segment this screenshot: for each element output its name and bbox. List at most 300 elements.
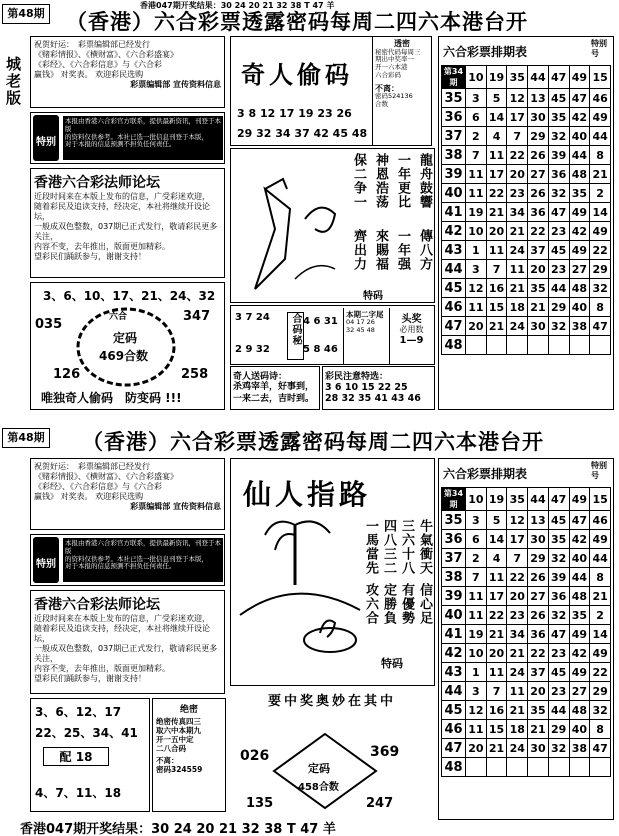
forum-title: 香港六合彩法师论坛: [34, 175, 160, 191]
table-row: [442, 184, 611, 203]
qiren-side-extra-3: 合数: [375, 100, 388, 109]
table-cell: 23: [548, 644, 569, 663]
table-cell: 24: [507, 241, 528, 260]
row-label: 42: [442, 222, 466, 241]
table-cell: 34: [507, 625, 528, 644]
schedule-special-col: 特别号: [591, 39, 607, 58]
table-cell: 26: [528, 568, 549, 587]
table-cell: 49: [590, 530, 611, 549]
xianren-poem2-col-1: 攻六合: [363, 583, 378, 625]
grid-mid-vert: 合码秘: [287, 312, 304, 360]
table-cell: 47: [569, 511, 590, 530]
table-cell: 47: [569, 89, 590, 108]
intro2-line-4: 赢钱》 对奖表。 欢迎彩民选购: [34, 492, 144, 501]
bottom-side-line-5: 二八合码: [156, 744, 186, 753]
table-cell: 22: [528, 222, 549, 241]
table-cell: 34: [507, 203, 528, 222]
table-cell: 21: [507, 279, 528, 298]
table-cell: 27: [528, 587, 549, 606]
table-cell: 19: [486, 488, 507, 511]
table-cell: 23: [507, 606, 528, 625]
table-cell: 11: [466, 298, 487, 317]
notice2-line-2: 的资料仅供参考。本社已选一批信息刊登于本版，: [65, 554, 208, 563]
table-cell: 47: [548, 203, 569, 222]
table-cell: 14: [590, 625, 611, 644]
intro-box: [30, 36, 225, 108]
table-cell: 47: [548, 488, 569, 511]
row-label: 37: [442, 549, 466, 568]
table-cell: 35: [548, 108, 569, 127]
table-cell: 42: [569, 222, 590, 241]
table-cell: 2: [590, 184, 611, 203]
wheel2-right: 369: [370, 744, 400, 760]
bottom-side-line-3: 取六中本期九: [156, 726, 201, 735]
table-cell: 45: [548, 663, 569, 682]
intro-ad: 彩票编辑部 宣传资料信息: [130, 80, 221, 89]
table-cell: 44: [569, 568, 590, 587]
notice2-line-1: 本报由香港六合彩官方联系，提供最新资讯，刊登于本版: [65, 539, 221, 555]
table-cell: 45: [548, 511, 569, 530]
row-label: 46: [442, 298, 466, 317]
xianren-poem2-col-3: 有優勢: [399, 583, 414, 625]
table-cell: 13: [528, 89, 549, 108]
table-cell: 21: [528, 298, 549, 317]
table-cell: 10: [466, 488, 487, 511]
table-cell: 1: [466, 241, 487, 260]
wheel2-code-label: 定码: [308, 762, 330, 775]
schedule-table: [441, 65, 611, 355]
table-cell: 7: [466, 146, 487, 165]
table-cell: 27: [569, 260, 590, 279]
table-cell: 22: [590, 663, 611, 682]
table-cell: 15: [590, 488, 611, 511]
table-cell: 29: [590, 682, 611, 701]
table-cell: 11: [507, 682, 528, 701]
landscape-illustration: [235, 515, 365, 675]
top-title: （香港）六合彩票透露密码每周二四六本港台开: [66, 9, 528, 34]
qiren-poem2-col-2: 來賜福: [373, 229, 388, 271]
table-row: [442, 279, 611, 298]
table-cell: 38: [569, 317, 590, 336]
table-cell: 47: [548, 66, 569, 89]
grid-cell-c-nums: 04 17 26 32 45 48: [346, 318, 375, 334]
table-cell: 44: [590, 127, 611, 146]
row-label: 44: [442, 682, 466, 701]
table-cell: [569, 758, 590, 777]
forum-line-1: 近段时间来在本版上发布的信息，广受彩迷欢迎，: [34, 192, 210, 201]
table-cell: 48: [569, 165, 590, 184]
table-cell: 3: [466, 511, 487, 530]
table-cell: [590, 758, 611, 777]
table-row: [442, 203, 611, 222]
poem-box: [230, 366, 320, 410]
row-label: 39: [442, 165, 466, 184]
table-cell: 49: [569, 241, 590, 260]
table-cell: 11: [507, 260, 528, 279]
table-cell: 14: [590, 203, 611, 222]
row-label: 35: [442, 89, 466, 108]
notice2-line-3: 对于本报的信息预测不担负任何责任。: [65, 562, 176, 571]
table-cell: 45: [548, 89, 569, 108]
table-cell: 7: [466, 568, 487, 587]
table-cell: 32: [548, 606, 569, 625]
qiren-picture-box: [230, 148, 435, 303]
special-row-1: 3 6 10 15 22 25: [325, 382, 408, 393]
qiren-special-label: 特码: [363, 291, 383, 302]
table-cell: 21: [507, 701, 528, 720]
table-cell: 2: [466, 549, 487, 568]
left-nums-mid: 22、25、34、41: [35, 726, 138, 740]
table-cell: 47: [548, 625, 569, 644]
xianren-poem2-col-4: 信心足: [417, 583, 432, 625]
wheel2-combo-label: 458合数: [298, 782, 339, 793]
table-cell: 18: [507, 298, 528, 317]
forum-line-5: 望彩民们踊跃参与，谢谢支持！: [34, 252, 146, 261]
qiren-numbers-row2: 29 32 34 37 42 45 48: [237, 127, 368, 140]
table-cell: 42: [569, 530, 590, 549]
table-cell: 21: [486, 203, 507, 222]
table-cell: 15: [486, 298, 507, 317]
table-cell: 40: [569, 720, 590, 739]
table-row: [442, 298, 611, 317]
table-row: [442, 260, 611, 279]
top-ticker: 香港047期开奖结果：30 24 20 21 32 38 T 47 羊: [140, 1, 335, 10]
table-cell: 32: [590, 701, 611, 720]
table-cell: 11: [486, 241, 507, 260]
table-cell: 44: [590, 549, 611, 568]
xianren-poem-col-4: 牛氣衝天: [417, 519, 432, 575]
table-cell: 12: [466, 701, 487, 720]
table-cell: [528, 758, 549, 777]
special-row-2: 28 32 35 41 43 46: [325, 393, 421, 404]
table-cell: 30: [528, 108, 549, 127]
table-cell: 21: [486, 625, 507, 644]
table-cell: 39: [548, 146, 569, 165]
table-cell: 23: [548, 222, 569, 241]
table-cell: 46: [590, 89, 611, 108]
table-cell: 12: [507, 511, 528, 530]
table-cell: 30: [528, 739, 549, 758]
qiren-side-line-5: 六合彩码: [375, 70, 401, 79]
qiren-side-box: [372, 36, 432, 146]
table-cell: [569, 336, 590, 355]
table-cell: 47: [590, 317, 611, 336]
table-cell: 11: [486, 663, 507, 682]
table-row: [442, 701, 611, 720]
table-cell: 8: [590, 720, 611, 739]
table-row: [442, 336, 611, 355]
row-label: 41: [442, 203, 466, 222]
table-cell: 3: [466, 682, 487, 701]
wheel-code-label: 定码: [113, 331, 138, 345]
table-cell: 49: [590, 644, 611, 663]
left-nums-top: 3、6、12、17: [35, 705, 122, 719]
table-cell: 19: [466, 625, 487, 644]
table-cell: 23: [507, 184, 528, 203]
grid-cell-b2: 5 8 46: [303, 344, 338, 355]
table-cell: 49: [569, 488, 590, 511]
table-row: [442, 644, 611, 663]
row-label: 43: [442, 663, 466, 682]
intro-line-4: 赢钱》 对奖表。 欢迎彩民选购: [34, 70, 144, 79]
table-cell: 21: [528, 720, 549, 739]
xianren-poem2-col-2: 定勝負: [381, 583, 396, 625]
notice2-icon: 特别: [33, 537, 59, 583]
table-cell: 1: [466, 663, 487, 682]
table-cell: 36: [528, 625, 549, 644]
row-label: 39: [442, 587, 466, 606]
table-cell: 11: [486, 146, 507, 165]
table-cell: 11: [466, 184, 487, 203]
table-cell: 49: [590, 108, 611, 127]
table-cell: 38: [569, 739, 590, 758]
wheel-box: [30, 282, 225, 410]
special-box: [322, 366, 435, 410]
table-cell: 21: [507, 222, 528, 241]
table-cell: 27: [569, 682, 590, 701]
table-cell: 4: [486, 549, 507, 568]
forum2-line-4: 内容不变，去年推出，版面更加精彩。: [34, 664, 170, 673]
notice-text: [63, 116, 223, 160]
forum2-title: 香港六合彩法师论坛: [34, 597, 160, 613]
table-cell: 8: [590, 298, 611, 317]
table-cell: 46: [590, 511, 611, 530]
table-cell: 40: [569, 298, 590, 317]
table-cell: 20: [466, 317, 487, 336]
table-cell: 48: [569, 587, 590, 606]
table-cell: 5: [486, 89, 507, 108]
table-row: [442, 108, 611, 127]
grid-cell-a2: 2 9 32: [235, 344, 270, 355]
table-cell: [466, 336, 487, 355]
table-cell: 37: [528, 241, 549, 260]
table-cell: 12: [507, 89, 528, 108]
table-cell: 35: [528, 701, 549, 720]
table-cell: [466, 758, 487, 777]
row-label: 48: [442, 758, 466, 777]
table-cell: 10: [466, 66, 487, 89]
grid-cell-d-range: 1—9: [399, 334, 424, 346]
bottom-issue-badge: 第48期: [2, 428, 50, 448]
table-cell: 17: [507, 108, 528, 127]
wheel-right-number: 347: [183, 309, 211, 324]
table-cell: 14: [486, 530, 507, 549]
table-row: [442, 720, 611, 739]
row-label: 40: [442, 606, 466, 625]
table-row: [442, 758, 611, 777]
bottom-side-extra-1: 不离：: [156, 756, 179, 765]
qiren-side-line-2: 秘密代码每周三: [375, 47, 421, 56]
table-cell: 10: [466, 222, 487, 241]
table-cell: 7: [507, 549, 528, 568]
qiren-poem-col-2: 神恩浩荡: [373, 153, 388, 209]
table-cell: 29: [548, 298, 569, 317]
xianren-special-label: 特码: [381, 657, 403, 670]
bottom-banner: 要中奖奥妙在其中: [267, 694, 396, 709]
table-cell: 23: [548, 682, 569, 701]
wheel-slogan: 唯独奇人偷码 防变码 !!!: [41, 391, 182, 405]
table-cell: 14: [486, 108, 507, 127]
table-cell: 17: [486, 587, 507, 606]
notice-line-3: 对于本报的信息预测不担负任何责任。: [65, 140, 176, 149]
row-label: 38: [442, 568, 466, 587]
row-label: 44: [442, 260, 466, 279]
table-cell: 18: [507, 720, 528, 739]
notice-line-1: 本报由香港六合彩官方联系，提供最新资讯，刊登于本版: [65, 117, 221, 133]
table-cell: 49: [569, 663, 590, 682]
qiren-side-extra-1: 不离：: [375, 83, 399, 93]
grid-cell-a: 3 7 24: [235, 312, 270, 323]
row-label: 38: [442, 146, 466, 165]
table-row: [442, 549, 611, 568]
grid-cell-c: [343, 308, 387, 364]
grid-cell-d-sub: 必用数: [399, 325, 424, 334]
table-cell: 13: [528, 511, 549, 530]
table-cell: 11: [466, 720, 487, 739]
table-cell: 35: [507, 66, 528, 89]
qiren-poem2-col-1: 齊出力: [351, 229, 366, 271]
xianren-poem-col-1: 一馬當先: [363, 519, 378, 575]
left-nums-bottom: 4、7、11、18: [35, 786, 122, 800]
table-cell: 16: [486, 701, 507, 720]
table-cell: 27: [528, 165, 549, 184]
forum-line-4: 内容不变，去年推出，版面更加精彩。: [34, 242, 170, 251]
table-row: [442, 530, 611, 549]
bottom-side-extra-2: 密码324559: [156, 765, 203, 774]
table-cell: 10: [466, 644, 487, 663]
table-row: [442, 317, 611, 336]
row-label: 41: [442, 625, 466, 644]
table-cell: 16: [486, 279, 507, 298]
schedule-table-box: [438, 36, 614, 410]
table-cell: 2: [466, 127, 487, 146]
table-cell: 20: [528, 682, 549, 701]
table-cell: 22: [486, 606, 507, 625]
qiren-poem-col-1: 保二争一: [351, 153, 366, 209]
intro2-line-1: 祝贺好运： 彩票编辑部已经发行: [34, 462, 150, 471]
table-cell: 49: [569, 625, 590, 644]
table-cell: [528, 336, 549, 355]
grid-cell-d-label: 头奖: [401, 314, 422, 325]
table-cell: 35: [507, 488, 528, 511]
table-cell: 35: [569, 184, 590, 203]
table-cell: 22: [507, 146, 528, 165]
table-cell: 42: [569, 644, 590, 663]
bottom-title: （香港）六合彩票透露密码每周二四六本港台开: [82, 429, 544, 454]
table-cell: 15: [486, 720, 507, 739]
table-row: [442, 587, 611, 606]
table-cell: 20: [528, 260, 549, 279]
table-cell: 32: [548, 127, 569, 146]
table-cell: 20: [486, 222, 507, 241]
qiren-name: 奇人偷码: [241, 60, 353, 89]
grid-cell-d: [389, 308, 433, 364]
forum-line-2: 随着彩民及追读支持，经决定，本社将继续开设论坛，: [34, 202, 210, 221]
table-cell: 29: [528, 127, 549, 146]
intro2-ad: 彩票编辑部 宣传资料信息: [130, 502, 221, 511]
table-cell: 44: [569, 146, 590, 165]
table-cell: 8: [590, 146, 611, 165]
table-row: [442, 127, 611, 146]
row-label: 45: [442, 279, 466, 298]
table-cell: 44: [548, 279, 569, 298]
wheel-left-number: 035: [35, 317, 63, 332]
table-cell: 24: [507, 317, 528, 336]
qiren-numbers-row1: 3 8 12 17 19 23 26: [237, 107, 352, 120]
table-cell: 21: [590, 587, 611, 606]
row-label: 36: [442, 530, 466, 549]
table-cell: [548, 336, 569, 355]
table-cell: 29: [590, 260, 611, 279]
table-cell: 7: [486, 682, 507, 701]
table-cell: 48: [569, 279, 590, 298]
table-cell: 11: [466, 165, 487, 184]
table-cell: 6: [466, 108, 487, 127]
table-cell: 29: [548, 720, 569, 739]
row-label: 37: [442, 127, 466, 146]
table-cell: 24: [507, 739, 528, 758]
table-cell: 21: [590, 165, 611, 184]
table-cell: 21: [486, 317, 507, 336]
table-cell: 36: [528, 203, 549, 222]
table-cell: 47: [590, 739, 611, 758]
qiren-poem2-col-4: 傳八方: [417, 229, 432, 271]
xianren-poem-col-3: 三六十八: [399, 519, 414, 575]
table-cell: 35: [528, 279, 549, 298]
table-row: [442, 511, 611, 530]
qiren-poem-col-3: 一年更比: [395, 153, 410, 209]
table-cell: 45: [548, 241, 569, 260]
table-cell: 21: [486, 739, 507, 758]
table-cell: 29: [528, 549, 549, 568]
grid-cell-c-label: 本期二字尾: [346, 310, 384, 319]
table-cell: 35: [548, 530, 569, 549]
notice2-text: [63, 538, 223, 582]
schedule-table-box-2: [438, 458, 614, 820]
schedule-title: 六合彩票排期表: [443, 45, 528, 59]
qiren-side-extra-2: 密码524136: [375, 92, 413, 101]
poem-text: 杀鸡宰羊，好事到，一来二去，吉时到。: [233, 382, 315, 404]
table-cell: [507, 758, 528, 777]
wheel-combo-label: 469合数: [99, 349, 149, 363]
intro2-line-2: 《赌彩情报》、《横财富》、《六合彩盛宴》: [34, 472, 178, 481]
wheel2-bottom-right: 247: [366, 796, 394, 811]
table-cell: 44: [548, 701, 569, 720]
table-cell: 44: [528, 66, 549, 89]
left-numbers-box: [30, 698, 150, 812]
table-cell: 32: [548, 317, 569, 336]
table-cell: 17: [507, 530, 528, 549]
table-cell: 7: [486, 260, 507, 279]
table-row: [442, 663, 611, 682]
grid-cell-b: 4 6 31: [303, 316, 338, 327]
table-cell: 3: [466, 89, 487, 108]
qiren-side-line-4: 开一六本港: [375, 63, 408, 72]
wheel2-bottom-left: 135: [246, 796, 274, 811]
table-cell: 4: [486, 127, 507, 146]
bottom-side-line-1: 绝密: [179, 705, 198, 715]
table-cell: [548, 758, 569, 777]
row-label: 47: [442, 317, 466, 336]
special-label: 彩民注意特选：: [325, 372, 389, 382]
qiren-poem2-col-3: 一年强: [395, 229, 410, 271]
table-cell: 26: [528, 184, 549, 203]
top-issue-badge: 第48期: [2, 4, 50, 24]
table-cell: 6: [466, 530, 487, 549]
table-cell: 32: [548, 184, 569, 203]
notice-line-2: 的资料仅供参考。本社已选一批信息刊登于本版，: [65, 132, 208, 141]
forum2-line-1: 近段时间来在本版上发布的信息，广受彩迷欢迎，: [34, 614, 210, 623]
